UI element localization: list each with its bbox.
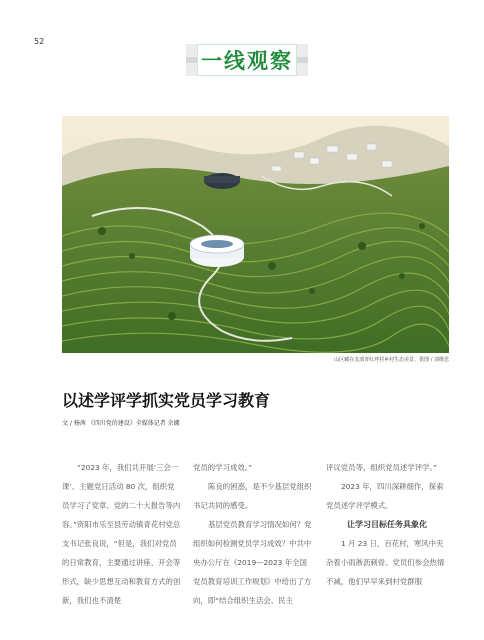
page-number: 52 (34, 37, 45, 46)
body-paragraph: 1 月 23 日，百花村，寒风中夹杂着小雨淅沥刺骨。党员们参会热情不减，他们早早来到村党群服 (326, 539, 445, 586)
body-paragraph: 陈良的困惑，是不少基层党组织书记共同的感受。 (193, 482, 312, 510)
banner-title-wrap (186, 44, 308, 76)
body-paragraph: “2023 年，我们共开展‘三会一课’、主题党日活动 80 次，组织党员学习了党章、党的二十大报告等内容。”资阳市乐至县劳动镇青花村党总支书记张良说，“但是，我们对党员的日常教育，主要通过讲座、开会等形式，缺少思想互动和教育方式的创新，我们也不清楚 (62, 463, 181, 605)
article-title: 以述学评学抓实党员学习教育 (62, 391, 271, 410)
photo-caption: 山区藏在支部青红坪村乡村生态美景。供图 / 刘维思 (334, 357, 449, 363)
body-paragraph: 评议党员等，组织党员述学评学。” (326, 463, 437, 472)
body-paragraph: 基层党员教育学习情况如何？党组织如何检测党员学习成效？中共中央办公厅在《2019—2023 年全国党员教育培训工作规划》中给出了方向，即“结合组织生活会、民主 (193, 520, 312, 605)
section-subheading: 让学习目标任务具象化 (347, 520, 427, 529)
banner-title: 一线观察 (197, 44, 297, 76)
landscape-illustration (62, 116, 449, 353)
section-banner (186, 44, 308, 76)
body-column-1 (62, 458, 181, 610)
body-column-3 (326, 458, 448, 591)
body-paragraph: 党员的学习成效。” (193, 463, 253, 472)
article-byline: 文 / 杨茜 《四川党的建设》全媒体记者 余娜 (62, 420, 180, 427)
body-paragraph: 2023 年，四川深耕细作，探索党员述学评学模式。 (326, 482, 444, 510)
body-column-2 (193, 458, 314, 610)
tea-village-photo (62, 116, 449, 353)
